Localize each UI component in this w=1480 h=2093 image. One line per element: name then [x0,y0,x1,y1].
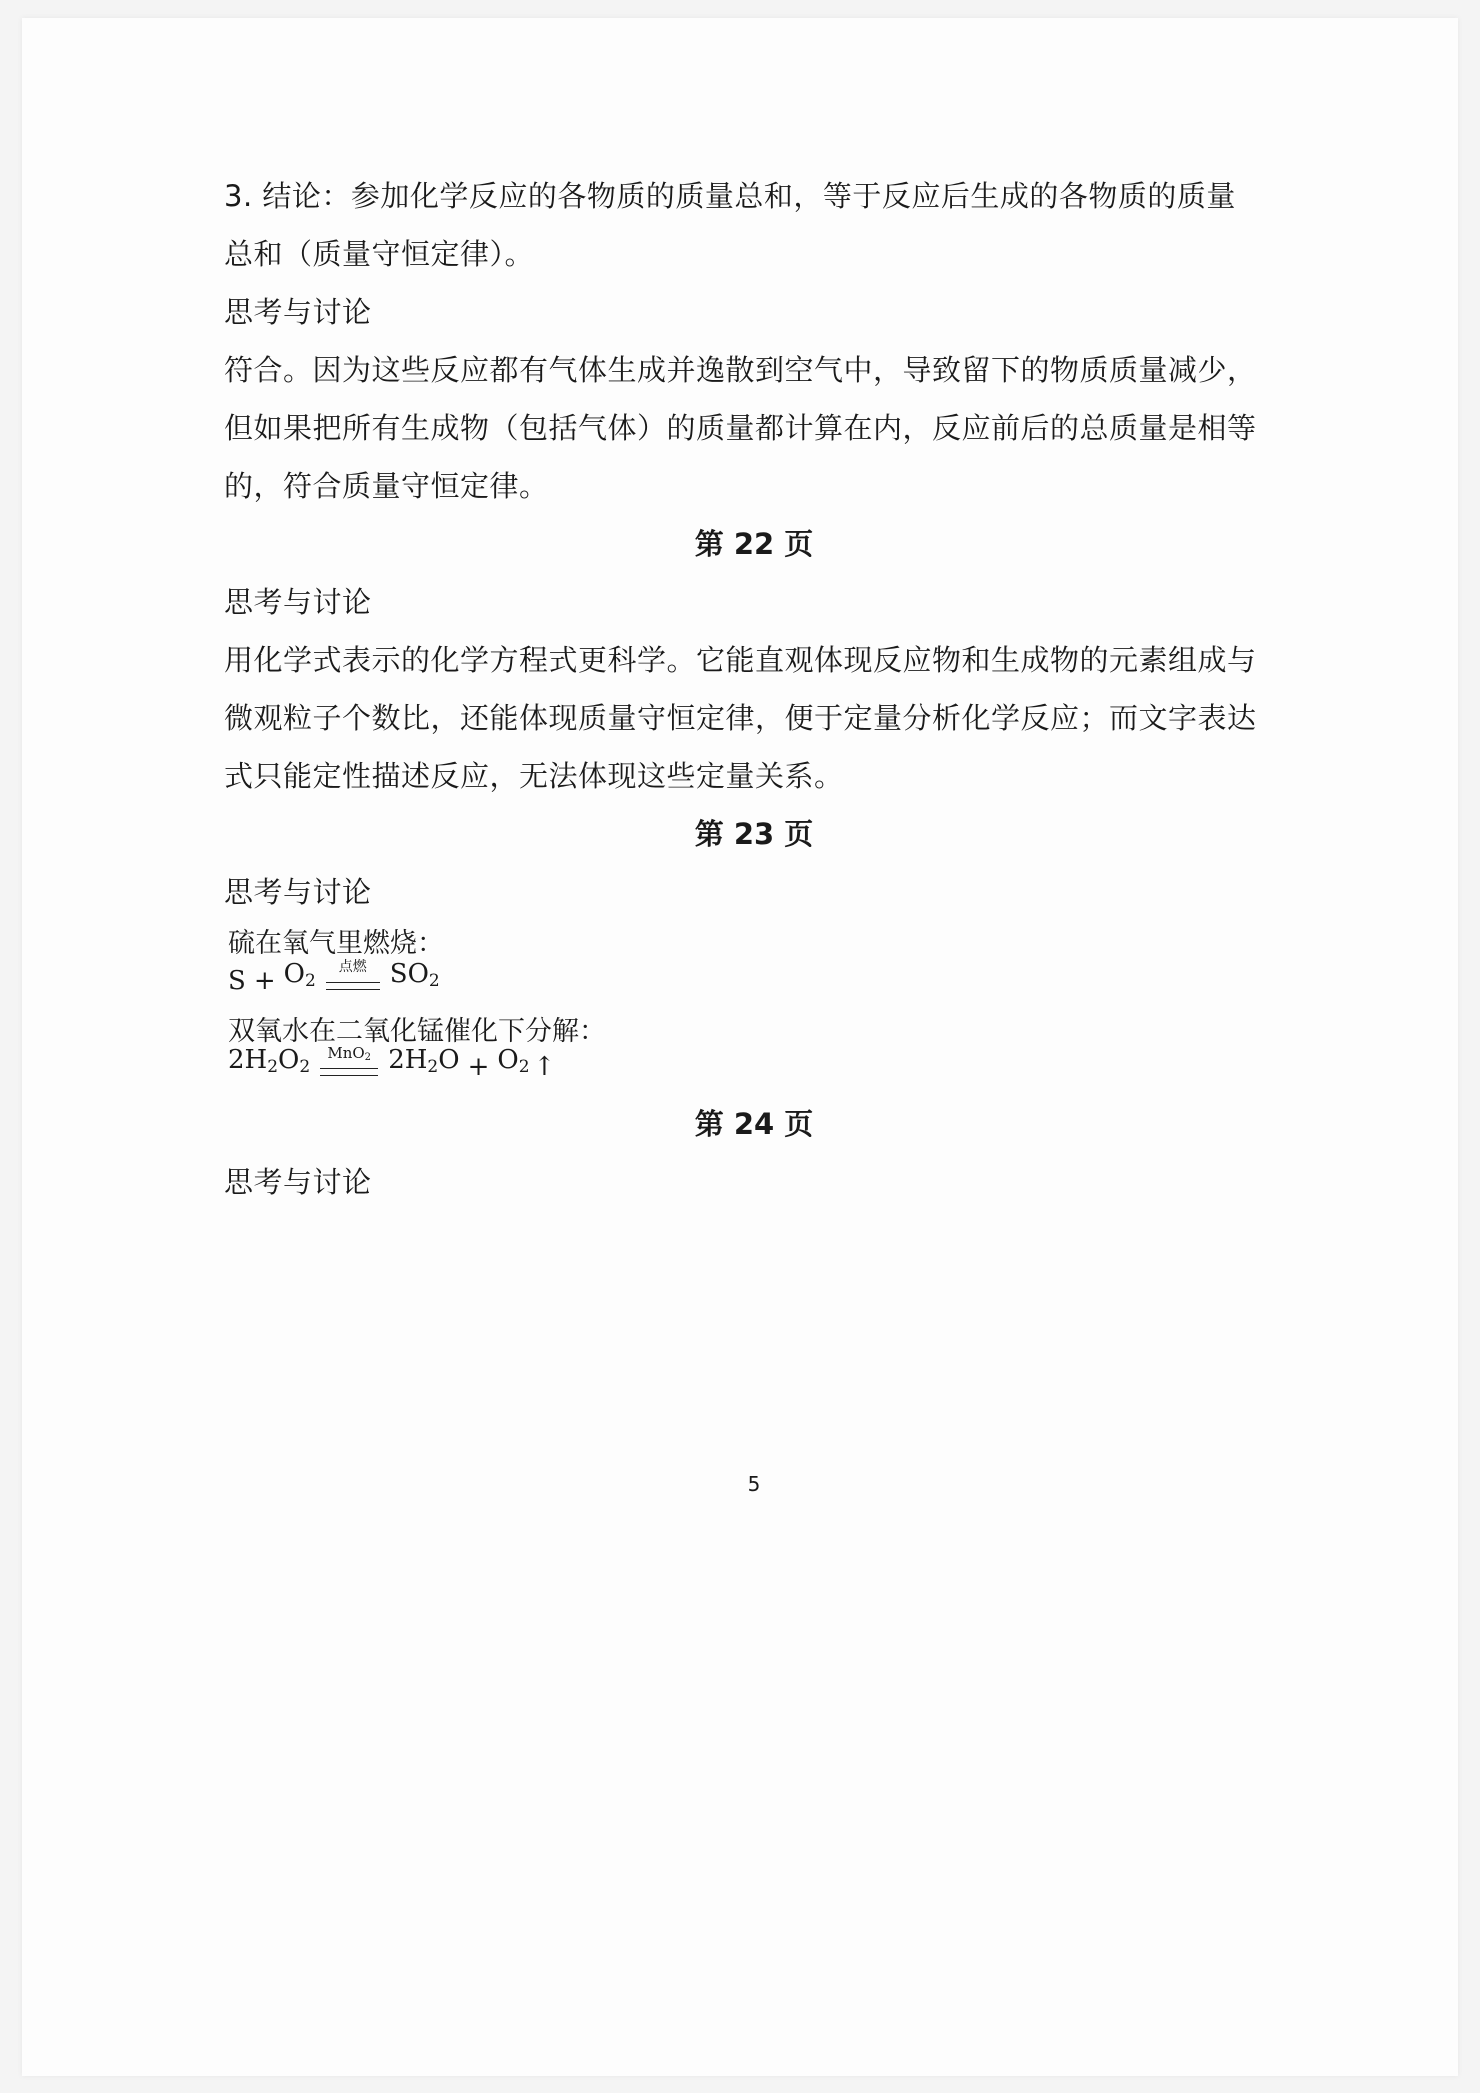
answer1-line-3: 的，符合质量守恒定律。 [224,469,549,503]
eq2-plus: + [467,1052,490,1082]
answer1-line-2: 但如果把所有生成物（包括气体）的质量都计算在内，反应前后的总质量是相等 [224,411,1257,445]
equation-1 [228,956,440,999]
conclusion-line-1: 3. 结论：参加化学反应的各物质的质量总和，等于反应后生成的各物质的质量 [224,179,1236,213]
discussion-label-1: 思考与讨论 [224,295,372,329]
eq2-condition-label: MnO$_2$ [327,1044,372,1063]
page-22-heading: 第 22 页 [694,527,814,561]
discussion-label-2: 思考与讨论 [224,585,372,619]
eq1-reactant-b: $O_2$ [283,959,316,991]
document-page [22,18,1458,2076]
eq1-reaction-condition [326,959,380,999]
eq2-product-b: $O_2$ [497,1045,530,1077]
answer2-line-2: 微观粒子个数比，还能体现质量守恒定律，便于定量分析化学反应；而文字表达 [224,701,1257,735]
double-line-sign [320,1068,378,1076]
double-line-sign [326,982,380,990]
eq1-product: $SO_2$ [389,959,440,991]
discussion-label-4: 思考与讨论 [224,1165,372,1199]
conclusion-line-2: 总和（质量守恒定律）。 [224,237,535,271]
eq1-reactant-a: S [228,966,246,996]
answer1-line-1: 符合。因为这些反应都有气体生成并逸散到空气中，导致留下的物质质量减少， [224,353,1257,387]
discussion-label-3: 思考与讨论 [224,875,372,909]
page-number: 5 [747,1472,761,1496]
page-23-heading: 第 23 页 [694,817,814,851]
equation-2-label: 双氧水在二氧化锰催化下分解： [228,1016,606,1047]
answer2-line-3: 式只能定性描述反应，无法体现这些定量关系。 [224,759,844,793]
eq2-reactant: $2H_2O_2$ [228,1045,311,1077]
gas-arrow-icon: ↑ [533,1052,556,1082]
answer2-line-1: 用化学式表示的化学方程式更科学。它能直观体现反应物和生成物的元素组成与 [224,643,1257,677]
page-24-heading: 第 24 页 [694,1107,814,1141]
eq2-reaction-condition [320,1044,378,1085]
eq1-condition-label: 点燃 [338,959,367,975]
eq1-plus: + [253,966,276,996]
equation-2 [228,1042,555,1085]
equation-1-label: 硫在氧气里燃烧： [228,928,444,959]
eq2-product-a: $2H_2O$ [388,1045,460,1077]
